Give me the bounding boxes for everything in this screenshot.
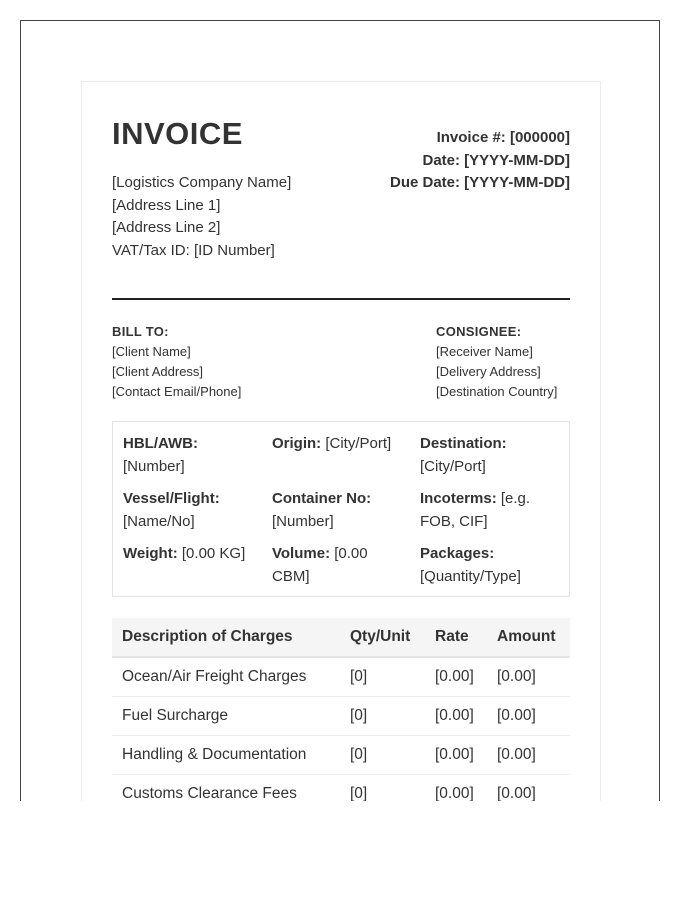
origin-label: Origin: [272,435,322,452]
weight-value: [0.00 KG] [181,545,246,562]
origin-value: [City/Port] [325,435,392,452]
shipment-details [112,421,570,597]
consignee-delivery-address: [Delivery Address] [436,364,541,379]
weight-label: Weight: [123,545,178,562]
company-vat-id: VAT/Tax ID: [ID Number] [112,241,275,259]
charge-amount: [0.00] [497,775,570,802]
vessel-flight-value: [Name/No] [123,512,195,530]
charge-rate: [0.00] [435,697,497,736]
charge-description: Ocean/Air Freight Charges [112,657,350,697]
header-divider [112,298,570,300]
charge-rate: [0.00] [435,657,497,697]
volume-value-line-1: [0.00 [334,545,368,562]
container-no-value: [Number] [272,512,334,530]
consignee-label: CONSIGNEE: [436,324,522,339]
volume-label: Volume: [272,545,331,562]
incoterms-label: Incoterms: [420,490,497,507]
bill-to-label: BILL TO: [112,324,169,339]
column-header-qty-unit: Qty/Unit [350,618,435,657]
volume-value-line-2: CBM] [272,567,310,585]
document-frame [20,20,660,801]
charge-description: Customs Clearance Fees [112,775,350,802]
hbl-awb-value: [Number] [123,457,185,475]
charge-rate: [0.00] [435,736,497,775]
bill-to-client-name: [Client Name] [112,344,191,359]
consignee-destination-country: [Destination Country] [436,384,558,399]
company-info [112,172,291,262]
invoice-date: Date: [YYYY-MM-DD] [422,151,570,169]
charge-qty-unit: [0] [350,657,435,697]
charges-header-row [112,618,570,657]
shipment-incoterms [420,488,530,533]
invoice-due-date: Due Date: [YYYY-MM-DD] [389,174,570,191]
shipment-hbl-awb [123,433,198,478]
column-header-rate: Rate [435,618,497,657]
company-name: [Logistics Company Name] [112,174,292,191]
invoice-number: Invoice #: [000000] [436,129,570,146]
charge-description: Fuel Surcharge [112,697,350,736]
table-row [112,775,570,802]
container-no-label: Container No: [272,490,372,507]
charge-description: Handling & Documentation [112,736,350,775]
consignee-section [436,322,557,402]
charges-table [112,618,570,801]
column-header-description: Description of Charges [112,618,350,657]
incoterms-value-line-1: [e.g. [500,490,531,507]
shipment-destination [420,433,507,478]
invoice-meta [390,127,570,195]
charge-amount: [0.00] [497,657,570,697]
charge-qty-unit: [0] [350,697,435,736]
invoice-paper [81,81,601,801]
charge-rate: [0.00] [435,775,497,802]
table-row [112,697,570,736]
charge-amount: [0.00] [497,697,570,736]
bill-to-contact: [Contact Email/Phone] [112,384,242,399]
bill-to-section [112,322,241,402]
shipment-volume [272,543,368,588]
shipment-container-no [272,488,371,533]
destination-label: Destination: [420,435,507,452]
table-row [112,657,570,697]
shipment-origin [272,433,391,456]
packages-label: Packages: [420,545,495,562]
charge-amount: [0.00] [497,736,570,775]
incoterms-value-line-2: FOB, CIF] [420,512,488,530]
column-header-amount: Amount [497,618,570,657]
vessel-flight-label: Vessel/Flight: [123,490,220,507]
company-address-line-1: [Address Line 1] [112,196,221,214]
bill-to-client-address: [Client Address] [112,364,204,379]
consignee-receiver-name: [Receiver Name] [436,344,533,359]
invoice-title: INVOICE [112,116,243,151]
charge-qty-unit: [0] [350,736,435,775]
shipment-vessel-flight [123,488,220,533]
table-row [112,736,570,775]
charge-qty-unit: [0] [350,775,435,802]
shipment-packages [420,543,521,588]
hbl-awb-label: HBL/AWB: [123,435,198,452]
destination-value: [City/Port] [420,457,486,475]
packages-value: [Quantity/Type] [420,567,521,585]
shipment-weight [123,543,245,566]
company-address-line-2: [Address Line 2] [112,219,221,236]
